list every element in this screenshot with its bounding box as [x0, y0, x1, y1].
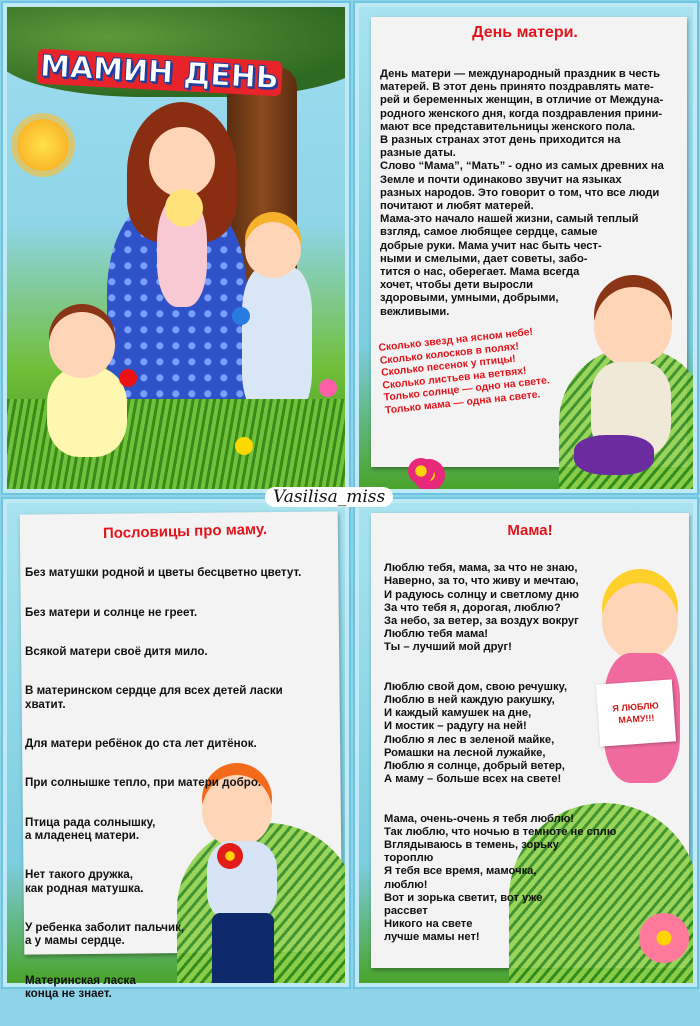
proverb: Для матери ребёнок до ста лет дитёнок.: [25, 737, 257, 751]
mother-face: [149, 127, 215, 197]
proverb: При солнышке тепло, при матери добро.: [25, 776, 262, 790]
flower-icon: [119, 369, 137, 387]
den-materi-title: День матери.: [472, 24, 578, 41]
flower-icon: [235, 437, 253, 455]
proverb: Без матушки родной и цветы бесцветно цветут.: [25, 566, 302, 580]
flower-icon: [319, 379, 337, 397]
den-materi-verse: Сколько звезд на ясном небе! Сколько колосков в полях! Сколько песенок у птицы! Сколько листьев на ветвях! Только солнце — одно на свете. Только мама — одна на свете.: [378, 326, 551, 417]
boy-head: [245, 222, 301, 278]
proverb: В материнском сердце для всех детей ласки хватит.: [25, 684, 283, 711]
girl-shoes: [574, 435, 654, 475]
proverb: Без матери и солнце не греет.: [25, 605, 198, 619]
girl-head: [49, 312, 115, 378]
mama-poem: [384, 549, 696, 971]
girl-figure: [47, 367, 127, 457]
watermark: Vasilisa_miss: [265, 487, 393, 507]
sun-icon: [17, 119, 69, 171]
poem-stanza: Люблю свой дом, свою речушку, Люблю в ней каждую ракушку, И каждый камушек на дне, И мостик – радугу на ней! Люблю я лес в зеленой майке, Ромашки на лесной лужайке, Люблю я солнце, добрый ветер, А маму – больше всех на свете!: [384, 680, 568, 786]
mama-title: Мама!: [507, 522, 553, 539]
baby-head: [165, 189, 203, 227]
flower-icon: [232, 307, 250, 325]
proverb: Всякой матери своё дитя мило.: [25, 645, 208, 659]
proverb: Материнская ласка конца не знает.: [25, 973, 136, 1000]
proverb: У ребенка заболит пальчик, а у мамы сердце.: [25, 921, 185, 948]
i-love-mom-sign: Я ЛЮБЛЮ МАМУ!!!: [596, 679, 676, 746]
logo-text: МАМИН ДЕНЬ: [36, 49, 282, 97]
proverbs-list: [25, 553, 345, 1026]
poster-mamin-den: [3, 3, 349, 493]
poslovitsy-title: Пословицы про маму.: [102, 520, 268, 543]
proverb: Птица рада солнышку, а младенец матери.: [25, 815, 156, 843]
poem-stanza: Мама, очень-очень я тебя люблю! Так люблю, что ночью в темноте не сплю Вглядываюсь в темень, зорьку тороплю Я тебя все время, мамочка, люблю! Вот и зорька светит, вот уже рассвет Никого на свете лучше мамы нет!: [384, 812, 617, 944]
boy-figure: [242, 267, 312, 417]
proverb: Нет такого дружка, как родная матушка.: [25, 868, 144, 895]
poem-stanza: Люблю тебя, мама, за что не знаю, Наверно, за то, что живу и мечтаю, И радуюсь солнцу и светлому дню За что тебя я, дорогая, люблю? За небо, за ветер, за воздух вокруг Люблю тебя мама! Ты – лучший мой друг!: [384, 562, 579, 654]
den-materi-text: День матери — международный праздник в честь матерей. В этот день принято поздравлять мате- рей и беременных женщин, в отличие от Междуна- родного женского дня, когда поздравления прини- мают все представительницы женского пола. В разных странах этот день приходится на разные даты. Слово “Мама”, “Мать” - одно из самых древних на Земле и почти одинаково звучит на языках разных народов. Это говорит о том, что все люди почитают и любят матерей. Мама-это начало нашей жизни, самый теплый взгляд, самое любящее сердце, самые добрые руки. Мама учит нас быть чест- ными и смелыми, дает советы, забо- тится о нас, оберегает. Мама всегда хочет, чтобы дети выросли здоровыми, умными, добрыми, вежливыми.: [380, 68, 664, 318]
flower-icon: [408, 458, 434, 484]
